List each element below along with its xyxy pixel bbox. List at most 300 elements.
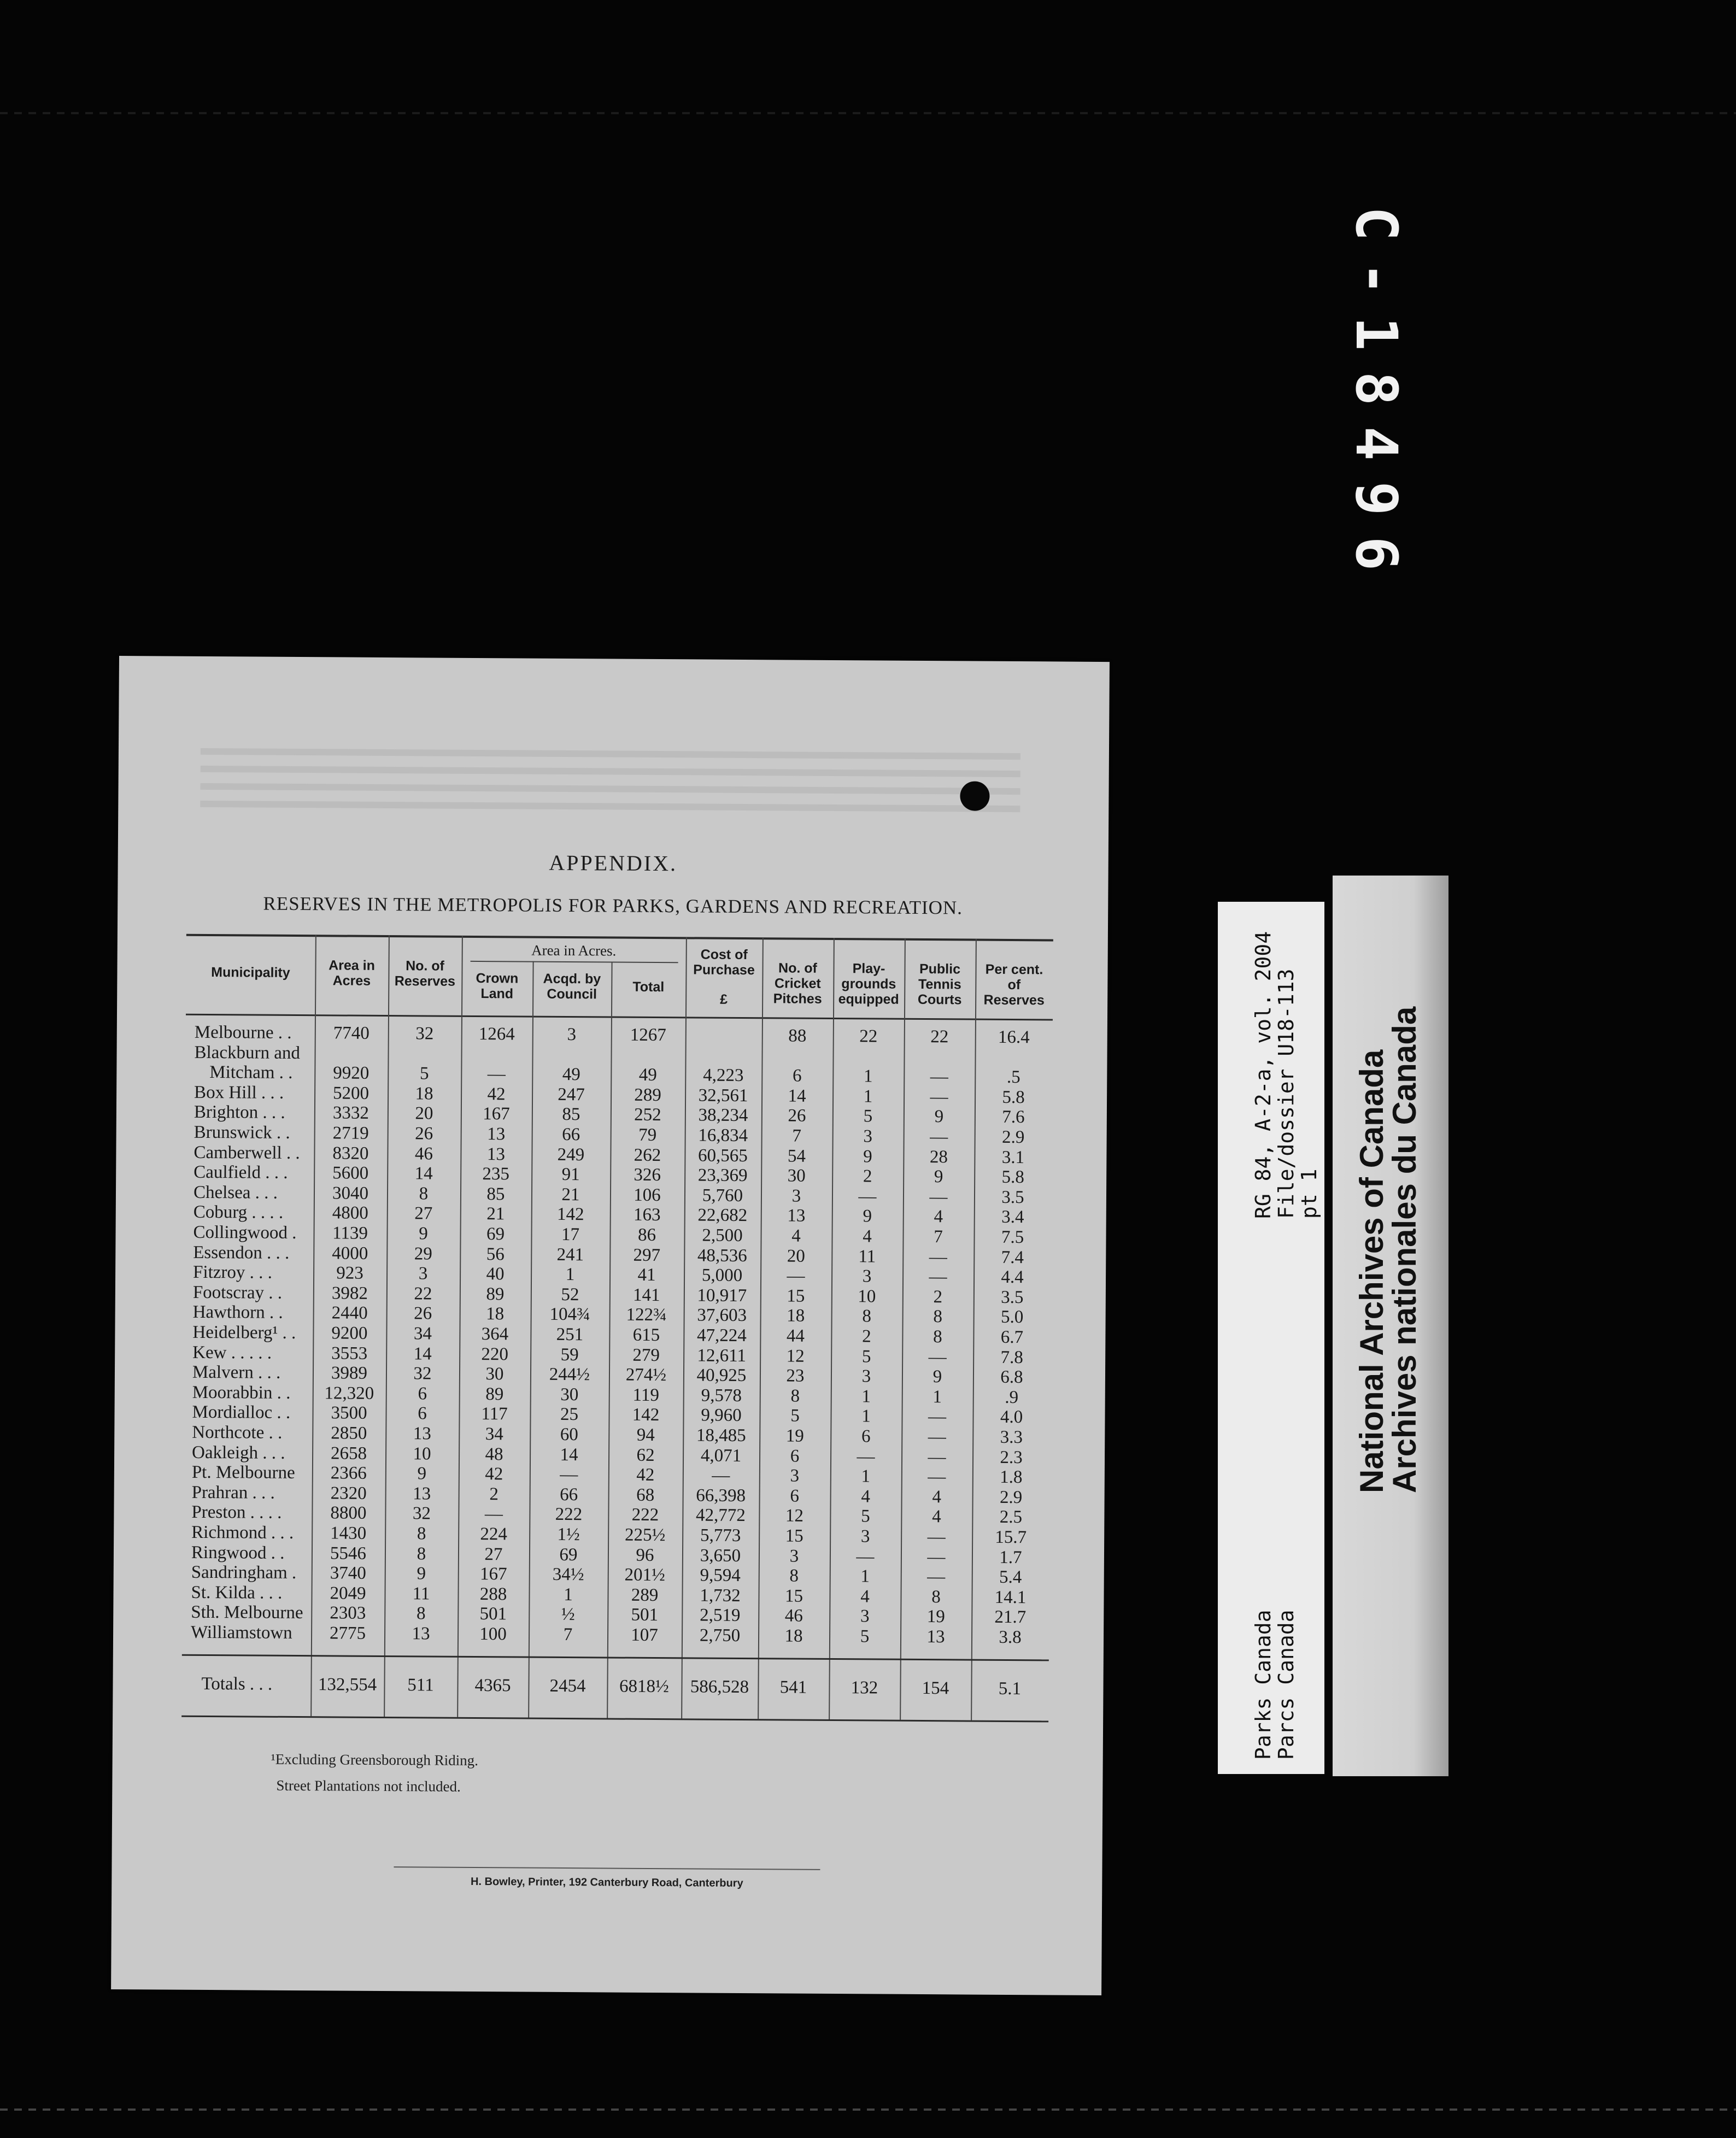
- municipality-cell: Hawthorn . .: [192, 1302, 283, 1323]
- table-cell: 9: [934, 1107, 944, 1127]
- table-cell: —: [929, 1247, 947, 1267]
- table-cell: 9: [863, 1206, 872, 1226]
- table-cell: 4: [934, 1207, 943, 1227]
- table-cell: 501: [631, 1605, 659, 1625]
- table-cell: 79: [638, 1125, 657, 1146]
- table-cell: 48: [485, 1444, 503, 1465]
- table-cell: [904, 1047, 975, 1048]
- table-cell: 32: [412, 1503, 431, 1524]
- table-cell: 201½: [624, 1565, 665, 1585]
- totals-cell: 6818½: [619, 1676, 669, 1697]
- table-cell: 104¾: [549, 1304, 590, 1325]
- table-cell: 247: [558, 1084, 585, 1105]
- table-cell: 4: [791, 1226, 801, 1246]
- table-cell: 6.7: [1000, 1327, 1024, 1348]
- table-cell: —: [560, 1464, 578, 1485]
- header-area: Area in Acres: [329, 958, 376, 989]
- table-cell: 47,224: [696, 1325, 747, 1346]
- table-cell: 5200: [333, 1083, 370, 1103]
- header-percent: Per cent. of Reserves: [983, 961, 1045, 1008]
- table-cell: 2.5: [999, 1507, 1023, 1528]
- table-cell: 8: [931, 1587, 941, 1607]
- table-cell: 22: [859, 1026, 878, 1047]
- table-cell: 14: [413, 1344, 432, 1364]
- table-cell: 29: [414, 1244, 432, 1264]
- table-cell: [461, 1044, 532, 1045]
- archives-line: Archives nationales du Canada: [1386, 1006, 1423, 1493]
- table-cell: 8: [933, 1327, 942, 1347]
- table-cell: 49: [562, 1064, 580, 1085]
- table-cell: 13: [926, 1627, 945, 1647]
- municipality-cell: Sth. Melbourne: [191, 1602, 303, 1623]
- reel-number-text: C-18496: [1343, 206, 1410, 592]
- table-cell: 2775: [329, 1623, 366, 1643]
- municipality-cell: Richmond . . .: [191, 1522, 294, 1543]
- table-cell: 142: [632, 1405, 660, 1425]
- table-cell: —: [858, 1187, 877, 1207]
- film-edge-line: [0, 2108, 1736, 2111]
- table-cell: 14.1: [994, 1587, 1027, 1608]
- table-cell: 2303: [330, 1603, 366, 1623]
- table-cell: 2719: [332, 1123, 369, 1143]
- table-cell: 28: [929, 1147, 948, 1167]
- table-cell: 5.8: [1001, 1167, 1024, 1188]
- table-cell: 46: [784, 1606, 803, 1626]
- reference-line: RG 84, A-2-a, vol. 2004: [1251, 931, 1275, 1219]
- municipality-cell: Sandringham .: [191, 1562, 297, 1583]
- table-cell: 2.9: [999, 1487, 1023, 1508]
- municipality-cell: Box Hill . . .: [194, 1082, 284, 1103]
- table-cell: .5: [1006, 1067, 1021, 1088]
- table-cell: 4.0: [1000, 1407, 1023, 1428]
- table-cell: 13: [487, 1124, 506, 1144]
- table-cell: 3332: [332, 1103, 370, 1123]
- table-cell: .9: [1005, 1387, 1019, 1408]
- reference-text: [1252, 931, 1321, 1219]
- table-cell: 9: [932, 1367, 942, 1387]
- municipality-cell: Williamstown: [190, 1622, 292, 1643]
- table-cell: 9: [417, 1564, 426, 1584]
- header-area-group: Area in Acres.: [531, 942, 617, 959]
- municipality-cell: Mordialloc . .: [192, 1402, 291, 1423]
- table-cell: 19: [926, 1607, 945, 1627]
- table-cell: 3.1: [1001, 1147, 1025, 1168]
- agency-line: Parcs Canada: [1274, 1610, 1298, 1760]
- table-cell: 7.5: [1001, 1227, 1024, 1248]
- table-cell: 34: [485, 1424, 503, 1444]
- table-cell: 3740: [330, 1563, 366, 1583]
- table-cell: 235: [482, 1164, 510, 1184]
- table-cell: 8: [416, 1604, 426, 1624]
- municipality-cell: Camberwell . .: [193, 1142, 300, 1164]
- table-cell: 3: [789, 1546, 799, 1566]
- table-cell: 68: [636, 1485, 655, 1506]
- municipality-cell: Kew . . . . .: [192, 1342, 272, 1363]
- table-cell: 48,536: [697, 1246, 747, 1266]
- table-cell: 40: [486, 1264, 505, 1284]
- totals-cell: 132: [851, 1678, 878, 1698]
- table-cell: 26: [414, 1303, 432, 1324]
- table-cell: 5: [863, 1106, 873, 1126]
- totals-cell: 541: [779, 1677, 807, 1698]
- film-top-line: [0, 112, 1736, 114]
- table-cell: 27: [414, 1203, 433, 1224]
- footnote: ¹Excluding Greensborough Riding.: [271, 1751, 479, 1769]
- table-cell: 85: [562, 1104, 580, 1125]
- table-cell: 26: [788, 1106, 806, 1126]
- table-cell: 60: [560, 1424, 578, 1445]
- archives-line: National Archives of Canada: [1353, 1049, 1390, 1493]
- table-cell: 8: [419, 1184, 429, 1204]
- table-cell: 32,561: [698, 1085, 748, 1106]
- table-cell: 117: [481, 1404, 508, 1424]
- table-cell: 22,682: [697, 1205, 748, 1226]
- municipality-cell: Preston . . . .: [191, 1502, 282, 1523]
- table-cell: 8: [933, 1307, 943, 1327]
- totals-cell: 511: [407, 1675, 434, 1695]
- table-cell: 12: [786, 1346, 805, 1366]
- table-cell: —: [712, 1465, 730, 1485]
- table-cell: 3: [860, 1526, 870, 1547]
- footnote: Street Plantations not included.: [276, 1777, 461, 1795]
- table-cell: 69: [559, 1544, 578, 1565]
- table-cell: 42: [636, 1465, 655, 1485]
- table-cell: 18: [415, 1084, 433, 1104]
- table-cell: 225½: [624, 1525, 666, 1546]
- table-cell: 32: [415, 1024, 434, 1044]
- table-heading: RESERVES IN THE METROPOLIS FOR PARKS, GARDENS AND RECREATION.: [263, 892, 963, 919]
- table-cell: [762, 1046, 833, 1047]
- table-cell: 40,925: [696, 1365, 747, 1386]
- table-cell: 3040: [332, 1183, 369, 1203]
- table-bottom-rule: [181, 1716, 1048, 1723]
- table-cell: 9: [419, 1224, 428, 1244]
- totals-cell: 4365: [474, 1676, 511, 1696]
- table-cell: 289: [634, 1085, 661, 1106]
- printer-rule: [394, 1866, 820, 1870]
- table-cell: 1: [861, 1406, 871, 1426]
- table-cell: 3553: [331, 1343, 368, 1364]
- table-cell: 3: [860, 1606, 870, 1626]
- table-cell: 5: [860, 1626, 870, 1647]
- table-cell: 3.4: [1001, 1207, 1024, 1227]
- municipality-cell: Malvern . . .: [192, 1362, 281, 1383]
- table-cell: 16,834: [698, 1125, 748, 1146]
- table-cell: 16.4: [998, 1027, 1030, 1048]
- table-cell: 3500: [331, 1403, 367, 1423]
- table-cell: 1: [932, 1387, 942, 1407]
- table-cell: 86: [637, 1225, 656, 1246]
- table-cell: 326: [634, 1165, 661, 1185]
- table-cell: 5: [790, 1406, 800, 1426]
- table-cell: 3: [791, 1186, 801, 1206]
- printer-imprint: H. Bowley, Printer, 192 Canterbury Road, Canterbury: [470, 1875, 743, 1890]
- table-cell: —: [927, 1567, 946, 1587]
- table-cell: 13: [413, 1484, 431, 1504]
- table-cell: 7: [563, 1624, 573, 1645]
- bleed-through-text: [201, 783, 1021, 795]
- table-cell: —: [928, 1427, 946, 1447]
- table-cell: 2.9: [1001, 1127, 1025, 1148]
- table-cell: 2,750: [699, 1625, 741, 1646]
- table-cell: 1: [860, 1566, 870, 1587]
- table-cell: 249: [557, 1144, 585, 1165]
- reference-line: pt 1: [1297, 1168, 1321, 1219]
- table-cell: 7.6: [1002, 1107, 1025, 1127]
- table-cell: 6: [418, 1403, 427, 1424]
- table-cell: 5,760: [702, 1185, 743, 1206]
- table-cell: 91: [561, 1164, 580, 1185]
- table-cell: 7.4: [1001, 1247, 1024, 1268]
- table-cell: 1: [863, 1086, 873, 1107]
- table-cell: 4800: [332, 1203, 368, 1223]
- table-cell: 3.5: [1001, 1287, 1024, 1308]
- table-cell: 2049: [330, 1583, 366, 1604]
- table-cell: 2: [933, 1287, 943, 1307]
- table-cell: 1: [565, 1265, 575, 1285]
- table-cell: 252: [634, 1105, 661, 1125]
- archives-label: [1333, 876, 1448, 1776]
- header-crown-land: Crown Land: [476, 970, 519, 1002]
- municipality-cell: Moorabbin . .: [192, 1382, 291, 1403]
- table-cell: 1: [863, 1066, 873, 1086]
- municipality-cell: St. Kilda . . .: [191, 1582, 283, 1603]
- table-cell: —: [857, 1447, 875, 1467]
- table-cell: 106: [634, 1185, 661, 1206]
- table-cell: 11: [412, 1584, 430, 1604]
- totals-cell: 154: [922, 1678, 949, 1699]
- table-cell: 6: [790, 1486, 799, 1506]
- table-cell: 297: [633, 1245, 661, 1266]
- table-cell: 13: [486, 1144, 506, 1165]
- table-cell: 66: [560, 1484, 578, 1505]
- table-cell: 22: [414, 1284, 432, 1304]
- table-cell: 3: [418, 1264, 428, 1284]
- table-cell: 66,398: [696, 1485, 746, 1506]
- table-cell: 262: [634, 1145, 661, 1166]
- reference-line: File/dossier U18-113: [1274, 968, 1298, 1219]
- table-cell: —: [927, 1527, 946, 1547]
- table-cell: 12,320: [324, 1383, 374, 1403]
- table-cell: 9920: [333, 1063, 370, 1083]
- table-cell: 222: [555, 1504, 583, 1525]
- table-cell: 21.7: [994, 1607, 1027, 1628]
- totals-cell: 586,528: [690, 1677, 749, 1698]
- table-cell: 501: [479, 1604, 507, 1624]
- table-cell: 8800: [330, 1503, 367, 1523]
- archives-text: [1353, 1006, 1423, 1493]
- table-cell: 13: [787, 1206, 806, 1226]
- table-cell: 42: [485, 1464, 503, 1484]
- totals-cell: 2454: [549, 1676, 586, 1696]
- table-cell: 15: [784, 1586, 804, 1606]
- table-cell: —: [928, 1347, 947, 1367]
- municipality-cell: Blackburn and: [194, 1042, 301, 1064]
- table-cell: 38,234: [698, 1105, 748, 1126]
- table-cell: 8: [862, 1306, 872, 1326]
- table-cell: 3: [567, 1025, 577, 1045]
- table-cell: 59: [560, 1344, 579, 1365]
- table-cell: —: [930, 1127, 948, 1147]
- table-cell: 2320: [330, 1483, 367, 1503]
- table-cell: 42: [487, 1084, 506, 1105]
- table-cell: 119: [632, 1385, 660, 1406]
- table-cell: 1.8: [1000, 1467, 1023, 1488]
- table-cell: 21: [486, 1204, 505, 1224]
- table-cell: —: [930, 1087, 948, 1107]
- table-cell: 289: [631, 1585, 659, 1606]
- table-cell: 27: [484, 1544, 503, 1565]
- reserves-table: [186, 934, 1053, 1699]
- table-cell: 3: [790, 1466, 800, 1486]
- table-cell: 4,071: [700, 1446, 742, 1466]
- table-cell: 3.5: [1001, 1187, 1024, 1208]
- table-cell: ½: [561, 1604, 575, 1625]
- table-cell: —: [929, 1187, 948, 1207]
- table-cell: 222: [631, 1505, 659, 1525]
- table-cell: 6: [790, 1446, 800, 1466]
- table-cell: 279: [632, 1345, 660, 1366]
- table-cell: 2440: [331, 1303, 368, 1323]
- table-cell: 4: [861, 1487, 870, 1507]
- table-cell: 1139: [332, 1223, 368, 1243]
- table-cell: 6: [792, 1066, 802, 1086]
- table-cell: —: [929, 1267, 947, 1287]
- table-cell: 251: [556, 1324, 584, 1345]
- table-cell: 9,594: [700, 1565, 741, 1585]
- table-cell: 167: [483, 1104, 510, 1124]
- table-cell: 3982: [331, 1283, 368, 1303]
- table-cell: 46: [414, 1144, 433, 1164]
- table-cell: —: [928, 1447, 946, 1467]
- table-cell: [685, 1045, 762, 1046]
- municipality-cell: Pt. Melbourne: [191, 1462, 295, 1483]
- document-page: [111, 656, 1110, 1995]
- table-cell: 1: [564, 1585, 573, 1605]
- table-cell: 88: [788, 1026, 807, 1046]
- municipality-cell: Ringwood . .: [191, 1542, 285, 1563]
- totals-label: Totals . . .: [201, 1673, 273, 1694]
- table-cell: 5.8: [1002, 1087, 1025, 1108]
- municipality-cell: Essendon . . .: [193, 1242, 290, 1263]
- municipality-cell: Heidelberg¹ . .: [192, 1322, 296, 1343]
- table-cell: 9: [863, 1147, 872, 1167]
- table-cell: 3989: [331, 1363, 368, 1383]
- table-cell: 3,650: [700, 1546, 741, 1566]
- table-cell: 2850: [331, 1423, 367, 1443]
- table-cell: —: [484, 1504, 503, 1524]
- table-cell: [611, 1045, 685, 1046]
- table-cell: 13: [412, 1624, 430, 1644]
- reel-number: [1343, 112, 1410, 686]
- table-cell: 288: [479, 1584, 507, 1605]
- table-cell: 1264: [478, 1024, 515, 1044]
- table-cell: 364: [481, 1324, 509, 1344]
- table-cell: 142: [556, 1204, 584, 1225]
- table-cell: 5: [861, 1347, 871, 1367]
- reference-label: [1218, 902, 1324, 1774]
- table-cell: 18,485: [696, 1425, 746, 1446]
- table-cell: 8: [790, 1386, 800, 1406]
- table-cell: 274½: [625, 1365, 667, 1385]
- table-cell: 14: [788, 1086, 806, 1106]
- table-cell: 18: [486, 1304, 505, 1324]
- table-cell: 34: [413, 1324, 432, 1344]
- table-cell: 1267: [630, 1025, 666, 1045]
- table-cell: 30: [787, 1166, 806, 1186]
- table-cell: 12: [785, 1506, 804, 1526]
- bleed-through-text: [201, 748, 1021, 760]
- table-cell: 3.3: [1000, 1427, 1023, 1448]
- table-cell: 2,519: [700, 1605, 741, 1625]
- table-cell: 96: [636, 1545, 654, 1566]
- table-cell: 10,917: [697, 1285, 747, 1306]
- municipality-cell: Caulfield . . .: [193, 1162, 288, 1183]
- table-cell: 107: [631, 1625, 658, 1646]
- table-cell: 34½: [552, 1564, 584, 1585]
- table-cell: 4: [932, 1507, 941, 1527]
- municipality-cell: Footscray . .: [192, 1282, 283, 1303]
- table-cell: 2,500: [702, 1225, 743, 1246]
- table-cell: 5546: [330, 1543, 367, 1564]
- bleed-through-text: [200, 801, 1020, 812]
- municipality-cell: Coburg . . . .: [193, 1202, 284, 1223]
- municipality-cell: Brighton . . .: [193, 1102, 285, 1123]
- header-playgrounds: Play- grounds equipped: [838, 961, 899, 1007]
- table-cell: 2658: [330, 1443, 367, 1464]
- table-cell: [685, 1025, 762, 1026]
- header-cost: Cost of Purchase £: [693, 947, 755, 1007]
- header-cricket: No. of Cricket Pitches: [773, 960, 822, 1007]
- table-cell: 2: [863, 1166, 872, 1187]
- table-cell: 8: [417, 1544, 426, 1564]
- municipality-cell: Melbourne . .: [194, 1022, 292, 1043]
- table-cell: 4: [932, 1487, 941, 1507]
- municipality-cell: Mitcham . .: [209, 1062, 293, 1083]
- header-reserves: No. of Reserves: [394, 958, 456, 989]
- table-cell: 6: [418, 1384, 427, 1404]
- table-cell: 3.8: [999, 1627, 1022, 1648]
- table-cell: 56: [486, 1244, 505, 1265]
- header-group-rule: [471, 961, 678, 963]
- table-cell: 23: [786, 1366, 805, 1386]
- table-cell: 6: [861, 1426, 871, 1447]
- table-cell: 18: [787, 1306, 805, 1326]
- appendix-title: APPENDIX.: [549, 850, 678, 876]
- table-cell: —: [856, 1547, 875, 1567]
- table-cell: 1½: [557, 1524, 580, 1545]
- table-cell: 1.7: [999, 1547, 1022, 1568]
- table-cell: 4: [860, 1587, 870, 1607]
- municipality-cell: Fitzroy . . .: [193, 1262, 273, 1283]
- municipality-cell: Chelsea . . .: [193, 1182, 278, 1203]
- table-cell: 5600: [332, 1163, 369, 1183]
- table-cell: 15: [787, 1286, 805, 1306]
- table-cell: —: [928, 1467, 946, 1487]
- table-cell: 66: [562, 1124, 580, 1145]
- table-cell: 15: [785, 1526, 804, 1546]
- table-cell: 22: [930, 1027, 949, 1047]
- table-cell: 8: [417, 1524, 426, 1544]
- table-cell: 1: [861, 1466, 871, 1487]
- table-cell: 9200: [331, 1323, 368, 1343]
- table-cell: 923: [336, 1263, 363, 1283]
- table-cell: 5.4: [999, 1567, 1022, 1588]
- totals-cell: 132,554: [318, 1675, 377, 1695]
- municipality-cell: Oakleigh . . .: [191, 1442, 285, 1463]
- table-cell: —: [787, 1266, 805, 1286]
- table-cell: 1,732: [700, 1585, 741, 1606]
